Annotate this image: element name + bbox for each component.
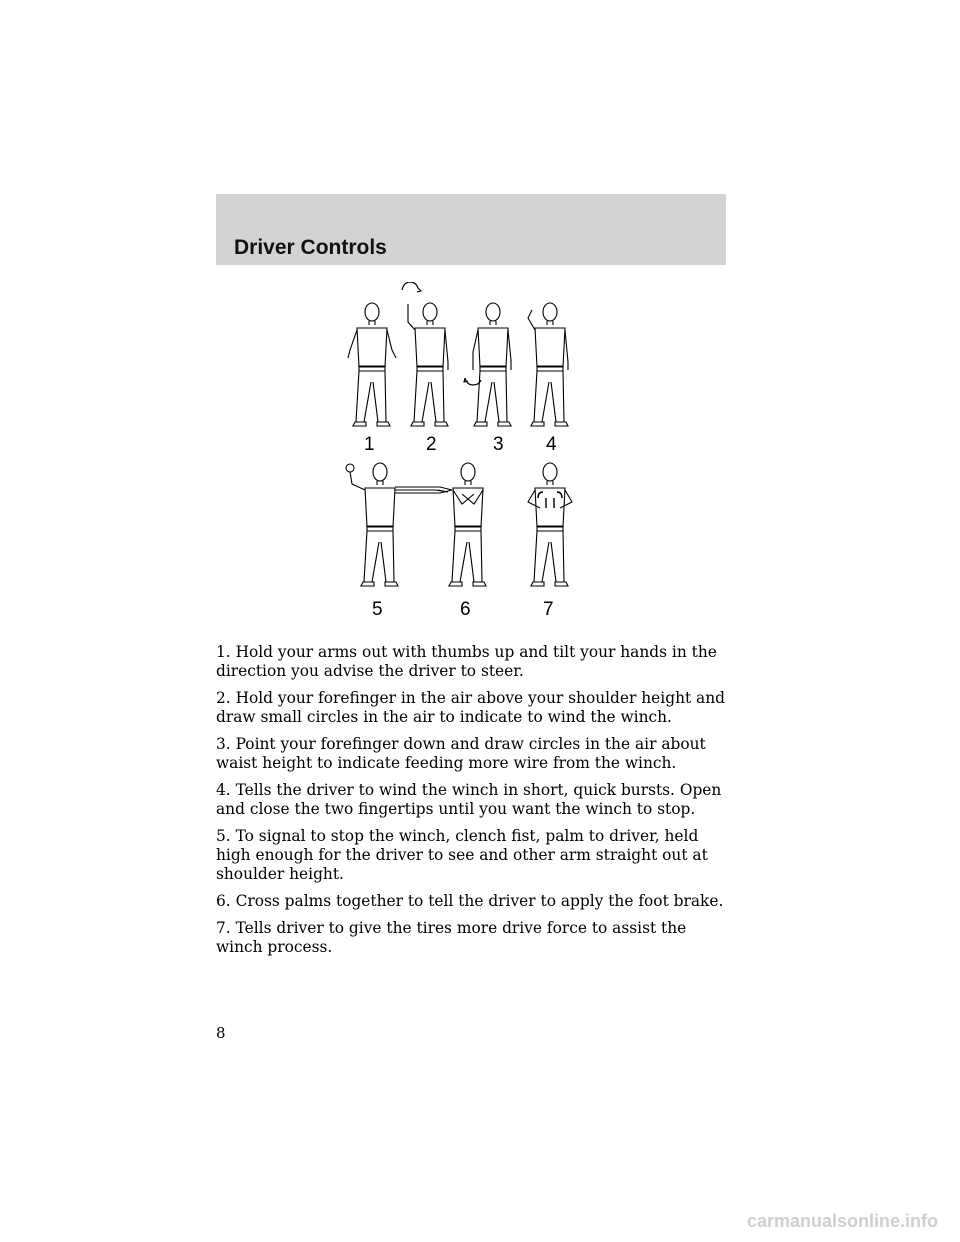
signal-instructions [216,643,726,965]
signal-number-6: 6 [460,599,471,620]
instruction-step: 7. Tells driver to give the tires more drive force to assist the winch process. [216,919,687,956]
section-header-band [216,194,726,265]
instruction-step: 2. Hold your forefinger in the air above your shoulder height and draw small circles in the air to indicate to wind the winch. [216,689,725,726]
signal-number-5: 5 [372,599,383,620]
instruction-step: 6. Cross palms together to tell the driver to apply the foot brake. [216,892,724,910]
signal-number-2: 2 [426,434,437,455]
watermark: carmanualsonline.info [746,1211,938,1231]
signal-number-1: 1 [364,434,375,455]
instruction-step: 5. To signal to stop the winch, clench fist, palm to driver, held high enough for the driver to see and other arm straight out at shoulder height. [216,827,708,883]
signal-number-4: 4 [546,434,557,455]
signal-number-7: 7 [543,599,554,620]
winch-hand-signals-figure [330,282,600,622]
section-title: Driver Controls [234,236,387,259]
signal-number-3: 3 [493,434,504,455]
instruction-step: 4. Tells the driver to wind the winch in short, quick bursts. Open and close the two fingertips until you want the winch to stop. [216,781,722,818]
instruction-step: 3. Point your forefinger down and draw circles in the air about waist height to indicate feeding more wire from the winch. [216,735,706,772]
hand-signals-illustration [330,282,600,622]
instruction-step: 1. Hold your arms out with thumbs up and tilt your hands in the direction you advise the driver to steer. [216,643,717,680]
page-number: 8 [216,1024,226,1042]
